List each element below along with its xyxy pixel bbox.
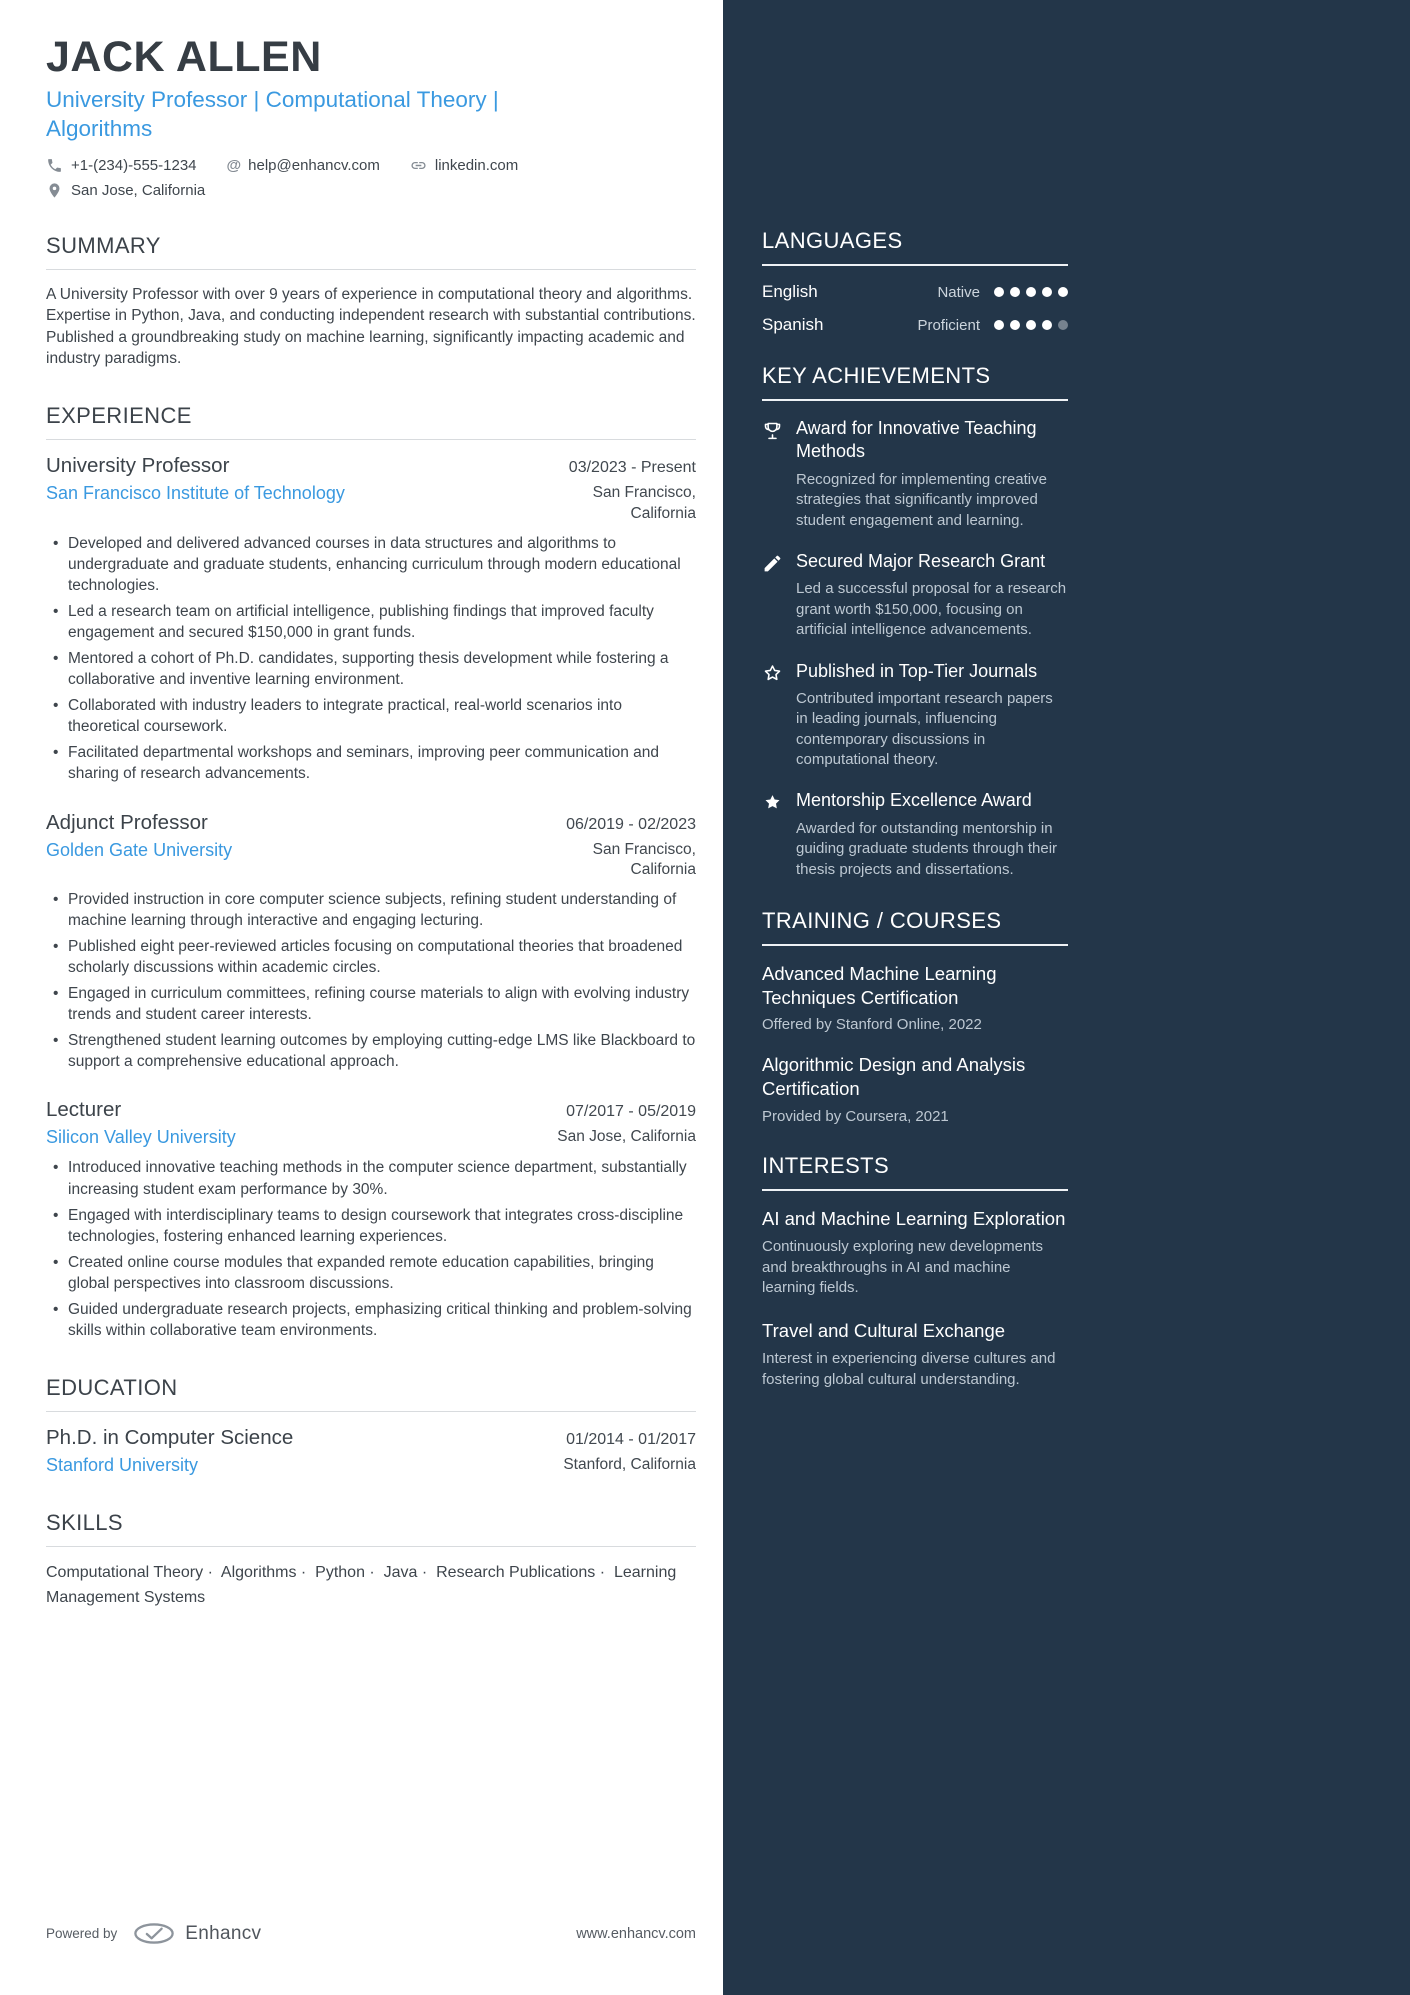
location — [46, 182, 205, 199]
resume-header — [46, 34, 696, 199]
interest-title: Travel and Cultural Exchange — [762, 1319, 1006, 1341]
job-bullet: • Mentored a cohort of Ph.D. candidates, supporting thesis development while fostering a collaborative and inventive learning environment. — [46, 648, 696, 690]
language-dots — [994, 287, 1068, 297]
achievement-body — [796, 660, 1068, 771]
achievement-body — [796, 417, 1068, 531]
skill: Research Publications · — [436, 1564, 609, 1581]
achievement-description: Awarded for outstanding mentorship in guiding graduate students through their thesis projects and dissertations. — [796, 819, 1058, 878]
achievement-title: Secured Major Research Grant — [796, 550, 1046, 571]
sidebar-content — [762, 228, 1068, 1390]
degree-dates: 01/2014 - 01/2017 — [566, 1431, 696, 1449]
job-bullet: • Strengthened student learning outcomes by employing cutting-edge LMS like Blackboard to support a comprehensive educational approach. — [46, 1030, 696, 1072]
language-name: English — [762, 282, 818, 301]
powered-by-block — [46, 1922, 261, 1945]
job-title: University Professor — [46, 454, 230, 478]
candidate-name: JACK ALLEN — [46, 33, 322, 81]
job-location: San Francisco, California — [592, 840, 696, 878]
link-icon — [410, 157, 427, 174]
job-location: San Francisco, California — [592, 484, 696, 522]
interests-heading: INTERESTS — [762, 1153, 1068, 1191]
language-name: Spanish — [762, 315, 824, 334]
enhancv-brand-text: Enhancv — [185, 1922, 262, 1944]
school-location: Stanford, California — [563, 1456, 696, 1474]
page-footer — [46, 1922, 696, 1945]
job-bullet: • Introduced innovative teaching methods in the computer science department, substantially increasing student exam performance by 30%. — [46, 1157, 696, 1199]
achievement-description: Contributed important research papers in leading journals, influencing contemporary discussions in computational theory. — [796, 689, 1053, 769]
achievements-heading: KEY ACHIEVEMENTS — [762, 363, 1068, 401]
education-section — [46, 1375, 696, 1476]
job-entry — [46, 1098, 696, 1341]
interest-item — [762, 1207, 1068, 1299]
achievement-item — [762, 417, 1068, 531]
job-head — [46, 454, 696, 478]
skills-heading: SKILLS — [46, 1510, 696, 1547]
job-dates: 06/2019 - 02/2023 — [566, 815, 696, 833]
experience-section — [46, 403, 696, 1341]
achievement-title: Mentorship Excellence Award — [796, 790, 1032, 811]
job-subhead — [46, 1127, 696, 1148]
achievement-title: Published in Top-Tier Journals — [796, 660, 1038, 681]
achievement-description: Recognized for implementing creative strategies that significantly improved student engagement and learning. — [796, 470, 1047, 529]
location-pin-icon — [46, 182, 63, 199]
course-item — [762, 962, 1068, 1033]
achievements-section — [762, 363, 1068, 880]
job-bullets — [46, 1157, 696, 1341]
skill: Computational Theory · — [46, 1564, 217, 1581]
job-bullet: • Created online course modules that expanded remote education capabilities, bringing global perspectives into classroom discussions. — [46, 1252, 696, 1294]
skill: Java · — [384, 1564, 432, 1581]
enhancv-logo-icon — [133, 1922, 175, 1945]
degree-head — [46, 1426, 696, 1450]
degree-subhead — [46, 1455, 696, 1476]
phone-text: +1-(234)-555-1234 — [71, 156, 197, 174]
achievement-item — [762, 660, 1068, 771]
training-heading: TRAINING / COURSES — [762, 908, 1068, 946]
achievement-title: Award for Innovative Teaching Methods — [796, 418, 1037, 462]
phone-icon — [46, 157, 63, 174]
company-link[interactable]: Silicon Valley University — [46, 1127, 236, 1148]
job-bullet: • Engaged in curriculum committees, refining course materials to align with evolving industry trends and student career interests. — [46, 983, 696, 1025]
summary-heading: SUMMARY — [46, 233, 696, 270]
achievement-item — [762, 550, 1068, 641]
job-bullet: • Engaged with interdisciplinary teams to design coursework that integrates cross-discipline technologies, fostering enhanced learning experiences. — [46, 1205, 696, 1247]
job-bullet: • Facilitated departmental workshops and seminars, improving peer communication and sharing of research advancements. — [46, 742, 696, 784]
company-link[interactable]: Golden Gate University — [46, 839, 233, 860]
job-head — [46, 1098, 696, 1122]
summary-text: A University Professor with over 9 years of experience in computational theory and algorithms. Expertise in Python, Java, and conducting independent research with substantial contributions. Published a groundbreaking study on machine learning, significantly impacting academic and industry paradigms. — [46, 285, 696, 368]
interest-description: Continuously exploring new developments and breakthroughs in AI and machine learning fields. — [762, 1238, 1044, 1297]
job-dates: 07/2017 - 05/2019 — [566, 1103, 696, 1121]
linkedin-link[interactable] — [410, 157, 518, 174]
job-bullet: • Led a research team on artificial intelligence, publishing findings that improved faculty engagement and secured $150,000 in grant funds. — [46, 601, 696, 643]
job-bullet: • Collaborated with industry leaders to integrate practical, real-world scenarios into theoretical coursework. — [46, 695, 696, 737]
course-provider: Provided by Coursera, 2021 — [762, 1107, 949, 1125]
job-subhead — [46, 483, 696, 523]
trophy-icon — [762, 420, 783, 441]
skills-section — [46, 1510, 696, 1611]
job-bullets — [46, 533, 696, 785]
email-link[interactable] — [227, 157, 380, 174]
email-icon: @ — [226, 156, 242, 174]
job-bullet: • Developed and delivered advanced courses in data structures and algorithms to undergraduate and graduate students, enhancing curriculum through modern educational technologies. — [46, 533, 696, 596]
contact-row — [46, 157, 696, 174]
education-heading: EDUCATION — [46, 1375, 696, 1412]
language-row — [762, 315, 1068, 335]
job-bullet: • Provided instruction in core computer science subjects, refining student understanding of machine learning through interactive and engaging lecturing. — [46, 889, 696, 931]
job-location: San Jose, California — [557, 1128, 696, 1146]
language-level: Proficient — [917, 316, 980, 334]
experience-heading: EXPERIENCE — [46, 403, 696, 440]
location-text: San Jose, California — [71, 181, 206, 199]
rising-star-icon — [762, 663, 783, 684]
skill: Algorithms · — [221, 1564, 311, 1581]
job-bullet: • Guided undergraduate research projects, emphasizing critical thinking and problem-solving skills within collaborative team environments. — [46, 1299, 696, 1341]
company-link[interactable]: San Francisco Institute of Technology — [46, 483, 345, 504]
achievement-description: Led a successful proposal for a research grant worth $150,000, focusing on artificial intelligence advancements. — [796, 580, 1067, 639]
interests-section — [762, 1153, 1068, 1390]
languages-section — [762, 228, 1068, 335]
location-row — [46, 182, 696, 199]
course-title: Advanced Machine Learning Techniques Certification — [762, 963, 997, 1008]
training-section — [762, 908, 1068, 1125]
skill: Learning Management Systems — [46, 1564, 677, 1606]
interest-title: AI and Machine Learning Exploration — [762, 1207, 1066, 1229]
job-entry — [46, 454, 696, 784]
job-dates: 03/2023 - Present — [568, 459, 696, 477]
language-level: Native — [937, 283, 980, 301]
email-text: help@enhancv.com — [248, 156, 380, 174]
course-item — [762, 1053, 1068, 1124]
job-title: Lecturer — [46, 1098, 122, 1122]
phone-link[interactable] — [46, 157, 197, 174]
skill: Python · — [315, 1564, 379, 1581]
job-title: Adjunct Professor — [46, 810, 208, 834]
skills-list — [46, 1561, 696, 1611]
job-subhead — [46, 840, 696, 880]
language-dots — [994, 320, 1068, 330]
achievement-body — [796, 789, 1068, 880]
summary-section — [46, 233, 696, 370]
job-entry — [46, 811, 696, 1073]
star-icon — [762, 792, 783, 813]
achievement-body — [796, 550, 1068, 641]
linkedin-text: linkedin.com — [434, 156, 519, 174]
course-title: Algorithmic Design and Analysis Certification — [762, 1054, 1026, 1100]
job-bullet: • Published eight peer-reviewed articles focusing on computational theories that broadened scholarly discussions within academic circles. — [46, 936, 696, 978]
job-bullets — [46, 889, 696, 1073]
school-link[interactable]: Stanford University — [46, 1455, 199, 1476]
sidebar-column — [723, 0, 1410, 1995]
interest-item — [762, 1319, 1068, 1390]
language-row — [762, 282, 1068, 302]
degree-title: Ph.D. in Computer Science — [46, 1426, 294, 1450]
footer-website-link[interactable]: www.enhancv.com — [576, 1925, 696, 1942]
course-provider: Offered by Stanford Online, 2022 — [762, 1016, 982, 1034]
job-head — [46, 811, 696, 835]
languages-heading: LANGUAGES — [762, 228, 1068, 266]
achievement-item — [762, 789, 1068, 880]
candidate-title: University Professor | Computational Theory | Algorithms — [46, 87, 499, 142]
interest-description: Interest in experiencing diverse cultures and fostering global cultural understanding. — [762, 1350, 1056, 1388]
powered-by-label: Powered by — [46, 1926, 118, 1941]
pen-icon — [762, 553, 783, 574]
